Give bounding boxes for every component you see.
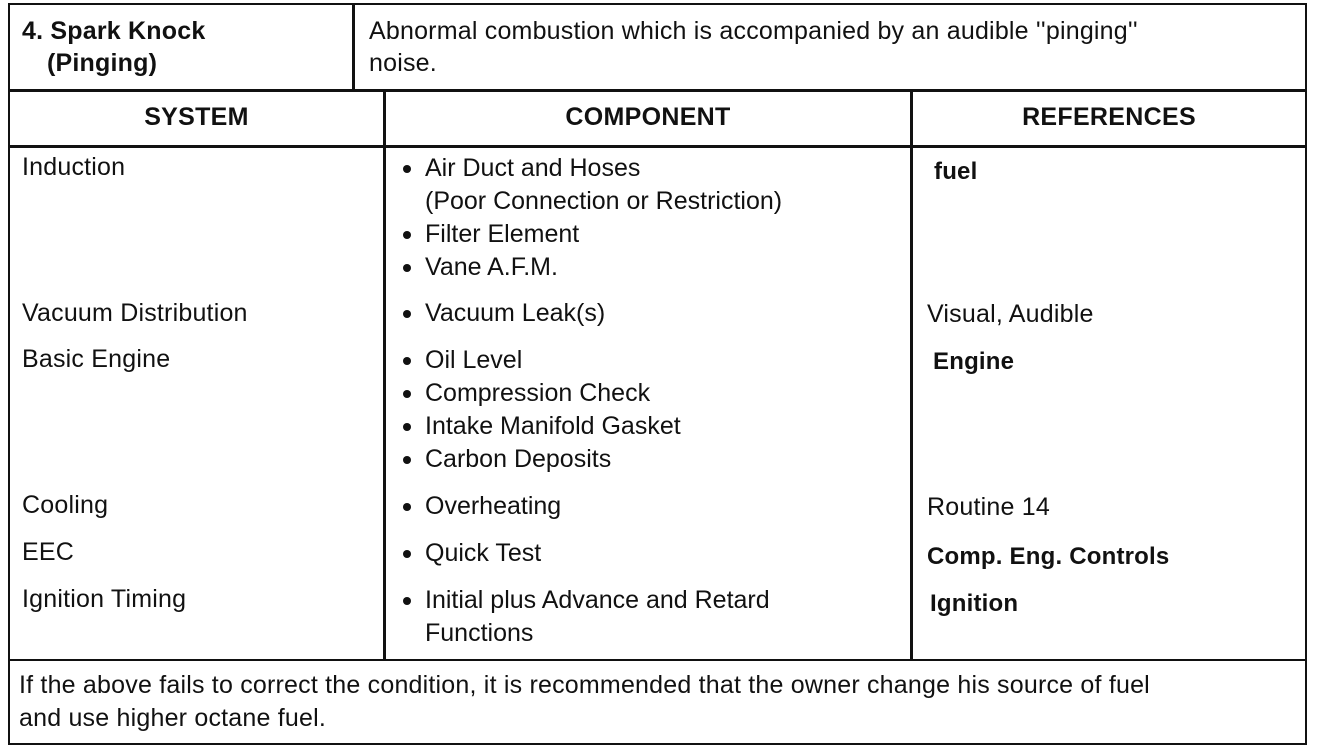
bullet-icon xyxy=(403,456,411,464)
bullet-icon xyxy=(403,597,411,605)
condition-title-line2: (Pinging) xyxy=(47,49,158,77)
footer-note-line1: If the above fails to correct the condition, it is recommended that the owner change his source of fuel xyxy=(19,671,1150,699)
reference-eec: Comp. Eng. Controls xyxy=(927,543,1170,570)
footer-divider xyxy=(8,659,1307,661)
components-induction xyxy=(401,152,782,284)
component-column-divider xyxy=(910,90,913,660)
components-basic-engine xyxy=(401,344,681,476)
list-item: Initial plus Advance and Retard Functions xyxy=(401,584,770,650)
components-cooling xyxy=(401,490,561,523)
list-item: Vacuum Leak(s) xyxy=(401,297,605,330)
system-eec: EEC xyxy=(22,538,75,566)
list-item: Quick Test xyxy=(401,537,541,570)
list-item: Oil Level xyxy=(401,344,681,377)
bullet-icon xyxy=(403,310,411,318)
list-item: Compression Check xyxy=(401,377,681,410)
components-eec xyxy=(401,537,541,570)
list-item: Carbon Deposits xyxy=(401,443,681,476)
header-divider xyxy=(8,145,1307,148)
title-divider xyxy=(8,89,1307,92)
condition-title-line1: 4. Spark Knock xyxy=(22,17,206,45)
bullet-icon xyxy=(403,231,411,239)
bullet-icon xyxy=(403,264,411,272)
components-vacuum-distribution xyxy=(401,297,605,330)
bullet-icon xyxy=(403,165,411,173)
system-column-divider xyxy=(383,90,386,660)
bullet-icon xyxy=(403,550,411,558)
condition-title xyxy=(22,15,205,79)
bullet-icon xyxy=(403,503,411,511)
list-item: Air Duct and Hoses (Poor Connection or Restriction) xyxy=(401,152,782,218)
footer-note-line2: and use higher octane fuel. xyxy=(19,704,327,732)
system-basic-engine: Basic Engine xyxy=(22,345,171,373)
list-item: Overheating xyxy=(401,490,561,523)
components-ignition-timing xyxy=(401,584,770,650)
reference-ignition-timing: Ignition xyxy=(930,590,1019,617)
system-induction: Induction xyxy=(22,153,126,181)
list-item: Vane A.F.M. xyxy=(401,251,782,284)
list-item: Intake Manifold Gasket xyxy=(401,410,681,443)
footer-note xyxy=(19,669,1150,735)
system-vacuum-distribution: Vacuum Distribution xyxy=(22,299,248,327)
system-ignition-timing: Ignition Timing xyxy=(22,585,187,613)
reference-vacuum-distribution: Visual, Audible xyxy=(927,300,1094,328)
reference-basic-engine: Engine xyxy=(933,348,1015,375)
condition-description-line2: noise. xyxy=(369,49,437,77)
reference-cooling: Routine 14 xyxy=(927,493,1050,521)
header-references: REFERENCES xyxy=(1022,103,1196,131)
condition-description-line1: Abnormal combustion which is accompanied by an audible ''pinging'' xyxy=(369,17,1138,45)
condition-description xyxy=(369,15,1138,79)
header-component: COMPONENT xyxy=(565,103,731,131)
bullet-icon xyxy=(403,390,411,398)
title-column-divider xyxy=(352,3,355,90)
bullet-icon xyxy=(403,357,411,365)
header-system: SYSTEM xyxy=(144,103,249,131)
reference-induction: fuel xyxy=(934,158,978,185)
system-cooling: Cooling xyxy=(22,491,109,519)
bullet-icon xyxy=(403,423,411,431)
list-item: Filter Element xyxy=(401,218,782,251)
